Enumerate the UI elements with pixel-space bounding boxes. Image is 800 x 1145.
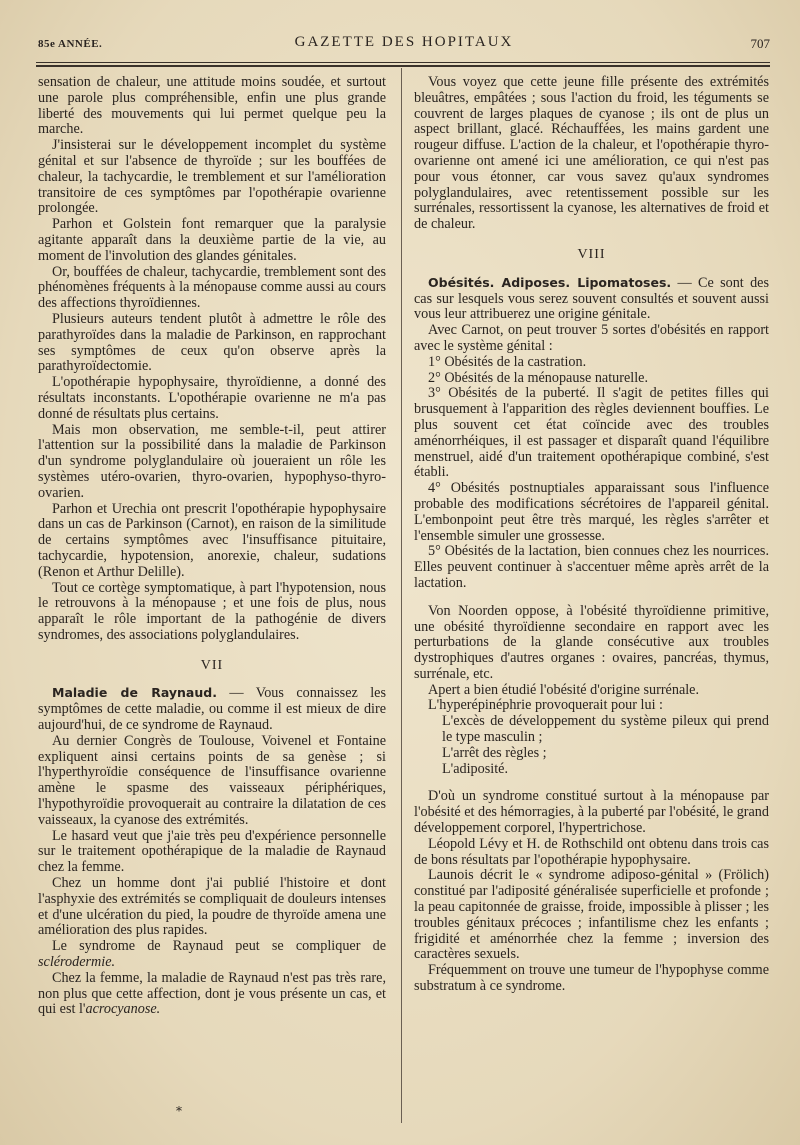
paragraph: Chez un homme dont j'ai publié l'histoire et dont l'asphyxie des extrémités se compliquait de douleurs intenses et d'une ulcération du pied, la poudre de thyroïde amena une amélioration des plus rapides. xyxy=(38,875,386,939)
header-rule-thin xyxy=(36,62,770,63)
paragraph: Au dernier Congrès de Toulouse, Voivenel et Fontaine expliquent ainsi certains points de sa genèse ; si l'hyperthyroïdie conséquence de l'insuffisance ovarienne amène le spasme des vaisseaux périphériques, l'hypothyroïdie provoquerait au contraire la dilatation de ces vaisseaux, la cyanose des extrémités. xyxy=(38,732,386,828)
list-item: 2° Obésités de la ménopause naturelle. xyxy=(428,369,648,386)
list-item: 3° Obésités de la puberté. Il s'agit de petites filles qui brusquement à l'apparition des règles deviennent bouffies. Le plus souvent cet état coïncide avec des troubles aménorrhéiques, il est passager et disparaît quand l'équilibre menstruel, aidé d'un traitement opothérapique combiné, s'est établi. xyxy=(414,385,769,481)
quote-line: L'arrêt des règles ; xyxy=(442,744,547,761)
paragraph: Launois décrit le « syndrome adiposo-génital » (Frölich) constitué par l'adiposité généralisée superficielle et profonde ; la peau capitonnée de graisse, froide, impossible à plisser ; les troubles génitaux précoces ; infantilisme chez les enfants ; frigidité et aménorrhée chez la femme ; inversion des caractères sexuels. xyxy=(414,867,769,963)
section-number: VIII xyxy=(577,246,606,262)
paragraph: Von Noorden oppose, à l'obésité thyroïdienne primitive, une obésité thyroïdienne secondaire en rapport avec les perturbations de la glande consécutive aux troubles dystrophiques d'autres organes : ovaires, pancréas, thymus, surrénale, etc. xyxy=(414,602,769,682)
section-lead-text: — Vous connaissez les symptômes de cette maladie, ou comme il est mieux de dire aujourd'hui, de ce syndrome de Raynaud. xyxy=(38,685,386,734)
column-divider xyxy=(401,68,402,1123)
paragraph xyxy=(38,971,386,1018)
journal-title: GAZETTE DES HOPITAUX xyxy=(294,34,514,50)
paragraph: Avec Carnot, on peut trouver 5 sortes d'obésités en rapport avec le système génital : xyxy=(414,322,769,354)
paragraph: L'opothérapie hypophysaire, thyroïdienne, a donné des résultats inconstants. L'opothérapie ovarienne ne m'a pas donné de résultats plus certains. xyxy=(38,374,386,422)
footer-mark: * xyxy=(176,1104,182,1118)
section-number: VII xyxy=(200,657,224,673)
paragraph: Vous voyez que cette jeune fille présente des extrémités bleuâtres, empâtées ; sous l'action du froid, les téguments se couvrent de larges plaques de cyanose ; ils ont de plus un aspect brillant, glacé. Réchauffées, les mains gardent une rougeur diffuse. L'action de la chaleur, et l'opothérapie thyro-ovarienne ont amené ici une amélioration, ce qui n'est pas pour vous étonner, car vous savez qu'aux syndromes polyglandulaires, avec retentissement possible sur les surrénales, ressortissent la cyanose, les alternatives de froid et de chaleur. xyxy=(414,74,769,233)
section-title: Maladie de Raynaud. xyxy=(52,685,217,701)
right-column xyxy=(414,75,769,995)
paragraph: Fréquemment on trouve une tumeur de l'hypophyse comme substratum à ce syndrome. xyxy=(414,962,769,995)
paragraph: L'hyperépinéphrie provoquerait pour lui : xyxy=(428,697,664,714)
section-lead-paragraph xyxy=(414,275,769,323)
paragraph: Parhon et Urechia ont prescrit l'opothérapie hypophysaire dans un cas de Parkinson (Carnot), en raison de la similitude de certains symptômes avec l'insuffisance pituitaire, tachycardie, hypotension, anorexie, chaleur, sudations (Renon et Arthur Delille). xyxy=(38,500,386,580)
section-title: Obésités. Adiposes. Lipomatoses. xyxy=(428,274,672,290)
section-lead-paragraph xyxy=(38,685,386,733)
page-number: 707 xyxy=(750,36,770,51)
quote-line: L'excès de développement du système pileux qui prend le type masculin ; xyxy=(442,713,769,746)
paragraph: D'où un syndrome constitué surtout à la ménopause par l'obésité et des hémorragies, à la puberté par l'obésité, le grand développement corporel, l'hypertrichose. xyxy=(414,788,769,837)
left-column xyxy=(38,75,386,1018)
paragraph: Plusieurs auteurs tendent plutôt à admettre le rôle des parathyroïdes dans la maladie de Parkinson, en rapprochant ses symptômes de ceux qu'on observe après la parathyroïdectomie. xyxy=(38,310,386,375)
list-item: 1° Obésités de la castration. xyxy=(428,353,587,370)
italic-term: sclérodermie. xyxy=(38,954,116,971)
paragraph: Léopold Lévy et H. de Rothschild ont obtenu dans trois cas de bons résultats par l'opothérapie hypophysaire. xyxy=(414,835,769,868)
list-item: 4° Obésités postnuptiales apparaissant sous l'influence probable des modifications sécrétoires de l'appareil génital. L'embonpoint peut être très marqué, les règles s'arrêter et l'ensemble simuler une grossesse. xyxy=(414,480,769,544)
header-rule-thick xyxy=(36,65,770,67)
paragraph: Mais mon observation, me semble-t-il, peut attirer l'attention sur la possibilité dans la maladie de Parkinson d'un syndrome polyglandulaire où joueraient un rôle les systèmes utéro-ovarien, thyro-ovarien, hypophyso-thyro-ovarien. xyxy=(38,421,386,501)
italic-term: acrocyanose. xyxy=(85,1001,161,1018)
paragraph-text: Chez la femme, la maladie de Raynaud n'est pas très rare, non plus que cette affection, dont je vous présente un cas, et qui est l' xyxy=(38,969,386,1018)
symptom-quote xyxy=(414,714,769,777)
paragraph: sensation de chaleur, une attitude moins soudée, et surtout une parole plus compréhensible, enfin une plus grande liberté des mouvements qui lui permet quelque peu la marche. xyxy=(38,74,386,138)
paragraph: Apert a bien étudié l'obésité d'origine surrénale. xyxy=(428,681,700,698)
spacer xyxy=(414,592,769,604)
paragraph: Or, bouffées de chaleur, tachycardie, tremblement sont des phénomènes fréquents à la ménopause comme aussi au cours des affections thyroïdiennes. xyxy=(38,263,386,312)
section-lead-text: — Ce sont des cas sur lesquels vous serez souvent consultés et souvent aussi vous leur attribuerez une origine génitale. xyxy=(414,274,769,323)
list-item: 5° Obésités de la lactation, bien connues chez les nourrices. Elles peuvent continuer à s'accentuer même après arrêt de la lactation. xyxy=(414,543,769,591)
page-header xyxy=(38,34,770,56)
paragraph: Tout ce cortège symptomatique, à part l'hypotension, nous le retrouvons à la ménopause ; et une fois de plus, nous apparaît le rôle important de la pathogénie de divers syndromes, des associations polyglandulaires. xyxy=(38,579,386,643)
paragraph: Parhon et Golstein font remarquer que la paralysie agitante apparaît dans la deuxième partie de la vie, au moment de l'involution des glandes génitales. xyxy=(38,216,386,264)
paragraph: J'insisterai sur le développement incomplet du système génital et sur l'absence de thyroïde ; sur les bouffées de chaleur, la tachycardie, le tremblement et sur l'amélioration transitoire de ces symptômes par l'opothérapie ovarienne prolongée. xyxy=(38,137,386,217)
paragraph: Le hasard veut que j'aie très peu d'expérience personnelle sur le traitement opothérapique de la maladie de Raynaud chez la femme. xyxy=(38,827,386,876)
paragraph xyxy=(38,939,386,971)
year-label: 85e ANNÉE. xyxy=(38,38,103,50)
quote-line: L'adiposité. xyxy=(442,760,508,777)
obesity-list xyxy=(414,355,769,592)
paragraph-text: Le syndrome de Raynaud peut se compliquer de xyxy=(52,938,386,955)
